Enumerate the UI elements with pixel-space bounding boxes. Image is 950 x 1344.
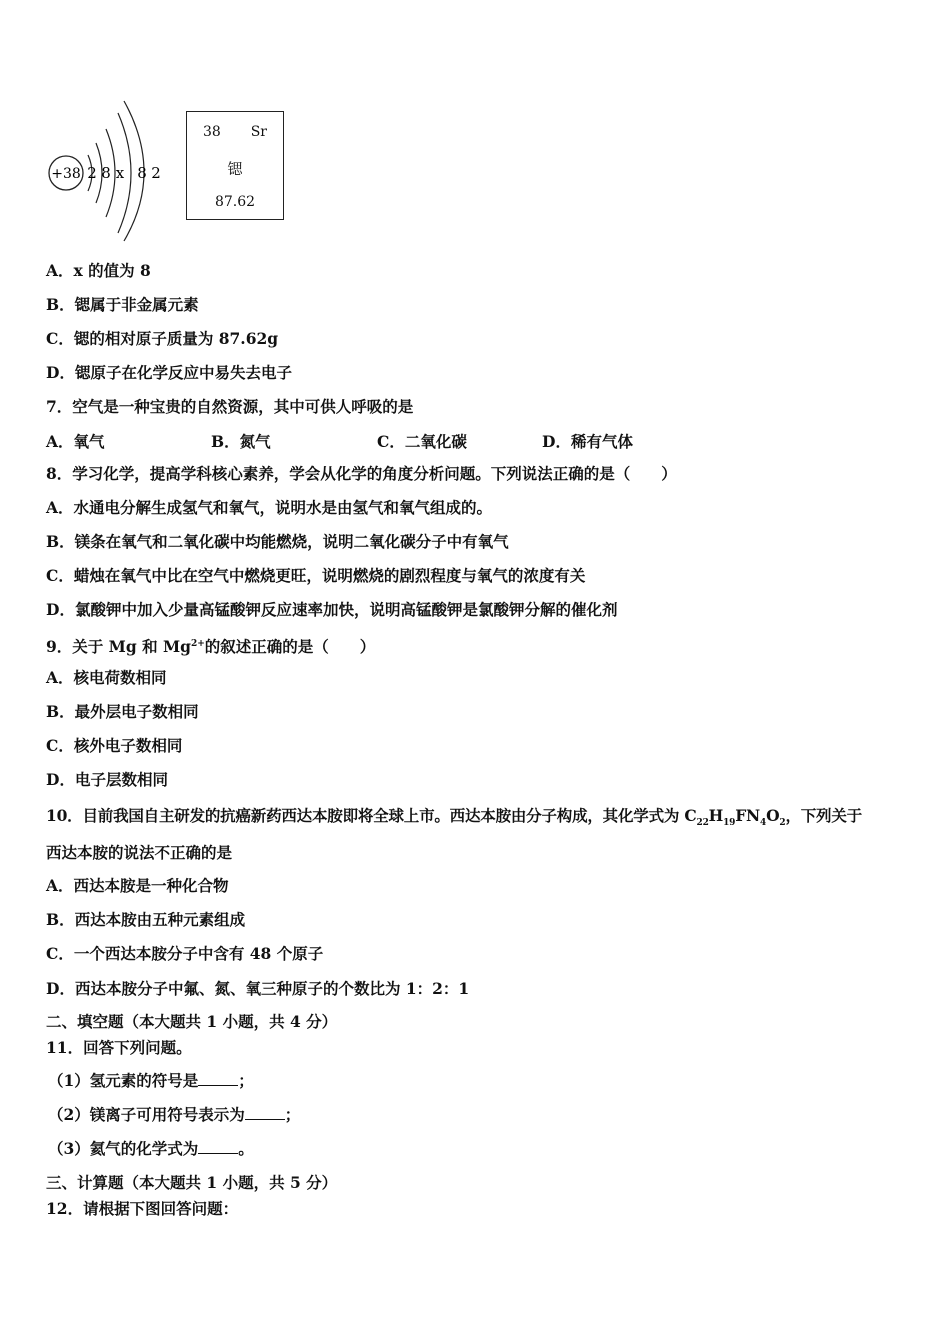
element-symbol: Sr (250, 124, 267, 140)
element-card (186, 111, 284, 220)
q7-option-c: C．二氧化碳 (377, 432, 467, 451)
q11-item-3 (48, 1139, 254, 1159)
answer-blank[interactable] (198, 1071, 238, 1086)
nucleus-charge: +38 (51, 166, 81, 182)
q10-option-c: C．一个西达本胺分子中含有 48 个原子 (46, 944, 324, 963)
q11-item-1-end: ； (238, 1071, 254, 1090)
q6-option-c: C．锶的相对原子质量为 87.62g (46, 329, 279, 348)
q6-option-b: B．锶属于非金属元素 (46, 295, 199, 314)
q7-option-a: A．氧气 (46, 432, 105, 451)
atomic-mass: 87.62 (214, 194, 256, 210)
q10-formula-sub-2: 19 (723, 818, 736, 829)
element-name: 锶 (227, 160, 243, 178)
shell-count-3: x (115, 164, 125, 182)
q11-item-2 (48, 1105, 300, 1125)
shell-count-2: 8 (101, 164, 111, 182)
q11-item-2-text: （2）镁离子可用符号表示为 (48, 1105, 245, 1124)
q9-stem (46, 634, 375, 657)
q11-item-2-end: ； (284, 1105, 301, 1124)
q10-option-a: A．西达本胺是一种化合物 (46, 876, 229, 895)
q7-option-d: D．稀有气体 (542, 432, 633, 451)
q10-stem-line-2: 西达本胺的说法不正确的是 (46, 843, 233, 862)
q11-item-3-text: （3）氦气的化学式为 (48, 1139, 199, 1158)
q10-formula-h: H (708, 806, 724, 825)
q9-option-b: B．最外层电子数相同 (46, 702, 199, 721)
section-2-heading: 二、填空题（本大题共 1 小题，共 4 分） (46, 1012, 338, 1031)
q6-option-d: D．锶原子在化学反应中易失去电子 (46, 363, 292, 382)
q8-option-a: A．水通电分解生成氢气和氧气，说明水是由氢气和氧气组成的。 (46, 498, 493, 517)
q10-stem (46, 806, 862, 833)
q11-item-1 (48, 1071, 254, 1091)
q7-options (46, 430, 746, 450)
answer-blank[interactable] (245, 1105, 285, 1120)
q7-option-b: B．氮气 (211, 432, 271, 451)
q9-option-a: A．核电荷数相同 (46, 668, 167, 687)
q9-stem-superscript: 2+ (190, 639, 205, 649)
q11-item-1-text: （1）氢元素的符号是 (48, 1071, 199, 1090)
q7-stem: 7．空气是一种宝贵的自然资源，其中可供人呼吸的是 (46, 397, 414, 416)
answer-blank[interactable] (198, 1139, 238, 1154)
q10-formula-sub-4: 2 (779, 818, 786, 829)
q6-option-a: A．x 的值为 8 (46, 261, 151, 280)
q10-option-d: D．西达本胺分子中氟、氮、氧三种原子的个数比为 1：2：1 (46, 979, 470, 998)
q10-formula-sub-1: 22 (696, 818, 709, 829)
q9-option-d: D．电子层数相同 (46, 770, 168, 789)
q9-stem-text-a: 9．关于 Mg 和 Mg (46, 637, 191, 657)
q8-option-c: C．蜡烛在氧气中比在空气中燃烧更旺，说明燃烧的剧烈程度与氧气的浓度有关 (46, 566, 586, 585)
section-3-heading: 三、计算题（本大题共 1 小题，共 5 分） (46, 1173, 338, 1192)
q11-stem: 11．回答下列问题。 (46, 1038, 192, 1057)
q10-formula-sub-3: 4 (760, 818, 767, 829)
shell-count-5: 2 (151, 164, 161, 182)
q12-stem: 12．请根据下图回答问题： (46, 1199, 239, 1218)
atomic-number: 38 (203, 124, 221, 140)
q8-option-b: B．镁条在氧气和二氧化碳中均能燃烧，说明二氧化碳分子中有氧气 (46, 532, 509, 551)
q9-stem-text-b: 的叙述正确的是（ ） (204, 637, 376, 657)
q10-formula-o: O (766, 806, 780, 825)
q8-option-d: D．氯酸钾中加入少量高锰酸钾反应速率加快，说明高锰酸钾是氯酸钾分解的催化剂 (46, 600, 618, 619)
q10-stem-text-a: 10．目前我国自主研发的抗癌新药西达本胺即将全球上市。西达本胺由分子构成，其化学式为 C (46, 806, 697, 825)
q10-option-b: B．西达本胺由五种元素组成 (46, 910, 246, 929)
shell-count-4: 8 (137, 164, 147, 182)
q10-formula-fn: FN (735, 806, 760, 825)
shell-count-1: 2 (87, 164, 97, 182)
q9-option-c: C．核外电子数相同 (46, 736, 183, 755)
q8-stem: 8．学习化学，提高学科核心素养，学会从化学的角度分析问题。下列说法正确的是（ ） (46, 464, 677, 483)
q10-stem-text-b: ，下列关于 (785, 806, 862, 825)
q11-item-3-end: 。 (238, 1139, 254, 1158)
